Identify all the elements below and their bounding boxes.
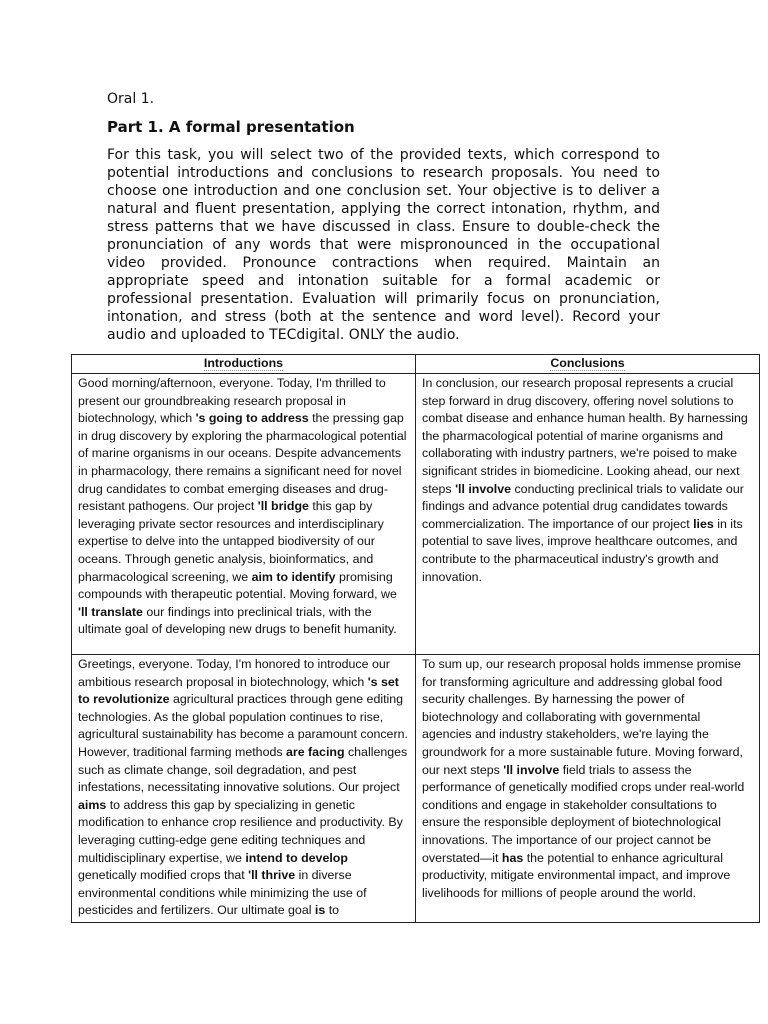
text-run: our findings into preclinical trials, with the ultimate goal of developing new drugs to benefit humanity. bbox=[78, 604, 397, 637]
text-run: In conclusion, our research proposal represents a crucial step forward in drug discovery, offering novel solutions to combat disease and enhance human health. By harnessing the pharmacological potential of marine organisms and collaborating with industry partners, we're poised to make significant strides in biomedicine. Looking ahead, our next steps bbox=[422, 376, 748, 496]
text-run: to bbox=[325, 903, 340, 918]
header-introductions bbox=[72, 355, 416, 374]
introduction-cell-1 bbox=[72, 374, 416, 655]
conclusion-cell-2 bbox=[416, 655, 760, 923]
table-header-row bbox=[72, 355, 760, 374]
text-run: promising compounds with therapeutic potential. Moving forward, we bbox=[78, 569, 397, 602]
highlighted-phrase: 'll involve bbox=[455, 481, 512, 496]
highlighted-phrase: lies bbox=[693, 516, 714, 531]
highlighted-phrase: is bbox=[314, 903, 326, 918]
text-run: To sum up, our research proposal holds immense promise for transforming agriculture and addressing global food security challenges. By harnessing the power of biotechnology and collaborating with governmental agencies and industry stakeholders, we're laying the groundwork for a more sustainable future. Moving forward, our next steps bbox=[422, 657, 743, 777]
header-introductions-label: Introductions bbox=[203, 356, 284, 371]
highlighted-phrase: intend to develop bbox=[245, 850, 348, 865]
text-run: challenges such as climate change, soil degradation, and pest infestations, necessitating innovative solutions. Our project bbox=[78, 744, 408, 795]
highlighted-phrase: 's set to revolutionize bbox=[78, 674, 399, 707]
instructions-paragraph: For this task, you will select two of the provided texts, which correspond to potential introductions and conclusions to research proposals. You need to choose one introduction and one conclusion set. Your objective is to deliver a natural and fluent presentation, applying the correct intonation, rhythm, and stress patterns that we have discussed in class. Ensure to double-check the pronunciation of any words that were mispronounced in the occupational video provided. Pronounce contractions when required. Maintain an appropriate speed and intonation suitable for a formal academic or professional presentation. Evaluation will primarily focus on pronunciation, intonation, and stress (both at the sentence and word level). Record your audio and uploaded to TECdigital. ONLY the audio. bbox=[107, 147, 660, 343]
text-run: genetically modified crops that bbox=[78, 868, 249, 883]
part-heading: Part 1. A formal presentation bbox=[107, 118, 355, 136]
table-row bbox=[72, 374, 760, 655]
texts-table bbox=[71, 354, 760, 923]
text-run: to address this gap by specializing in genetic modification to enhance crop resilience and productivity. By leveraging cutting-edge gene editing techniques and multidisciplinary expertise, we bbox=[78, 797, 403, 865]
text-run: agricultural practices through gene editing technologies. As the global population continues to rise, agricultural sustainability has become a paramount concern. However, traditional farming methods bbox=[78, 692, 408, 759]
header-conclusions bbox=[416, 355, 760, 374]
oral-label: Oral 1. bbox=[107, 91, 155, 107]
text-run: the potential to enhance agricultural productivity, mitigate environmental impact, and improve livelihoods for millions of people around the world. bbox=[422, 850, 731, 900]
text-run: field trials to assess the performance of genetically modified crops under real-world conditions and engage in stakeholder consultations to ensure the responsible deployment of biotechnological innovations. The importance of our project cannot be overstated—it bbox=[422, 762, 745, 865]
introduction-cell-2 bbox=[72, 655, 416, 923]
highlighted-phrase: 'll thrive bbox=[248, 868, 296, 883]
table-row bbox=[72, 655, 760, 923]
text-run: in its potential to save lives, improve healthcare outcomes, and contribute to the pharmaceutical industry's growth and innovation. bbox=[422, 516, 743, 584]
highlighted-phrase: has bbox=[501, 850, 524, 865]
text-run: conducting preclinical trials to validate our findings and advance potential drug candidates towards commercialization. The importance of our project bbox=[422, 481, 744, 531]
header-conclusions-label: Conclusions bbox=[550, 356, 625, 371]
text-run: in diverse environmental conditions while minimizing the use of pesticides and fertilizers. Our ultimate goal bbox=[78, 868, 367, 918]
highlighted-phrase: 's going to address bbox=[195, 411, 309, 426]
highlighted-phrase: 'll bridge bbox=[257, 499, 309, 514]
highlighted-phrase: aim to identify bbox=[251, 569, 336, 584]
highlighted-phrase: 'll translate bbox=[78, 604, 143, 619]
text-run: Greetings, everyone. Today, I'm honored to introduce our ambitious research proposal in biotechnology, which bbox=[78, 657, 390, 689]
highlighted-phrase: are facing bbox=[285, 744, 345, 759]
text-run: Good morning/afternoon, everyone. Today, I'm thrilled to present our groundbreaking research proposal in biotechnology, which bbox=[78, 376, 386, 426]
highlighted-phrase: 'll involve bbox=[503, 762, 560, 777]
conclusion-cell-1 bbox=[416, 374, 760, 655]
text-run: the pressing gap in drug discovery by exploring the pharmacological potential of marine organisms in our oceans. Despite advancements in pharmacology, there remains a significant need for novel drug candidates to combat emerging diseases and drug-resistant pathogens. Our project bbox=[78, 411, 407, 514]
highlighted-phrase: aims bbox=[78, 797, 107, 812]
text-run: this gap by leveraging private sector resources and interdisciplinary expertise to delve into the untapped biodiversity of our oceans. Through genetic analysis, bioinformatics, and pharmacological screening, we bbox=[78, 499, 384, 584]
